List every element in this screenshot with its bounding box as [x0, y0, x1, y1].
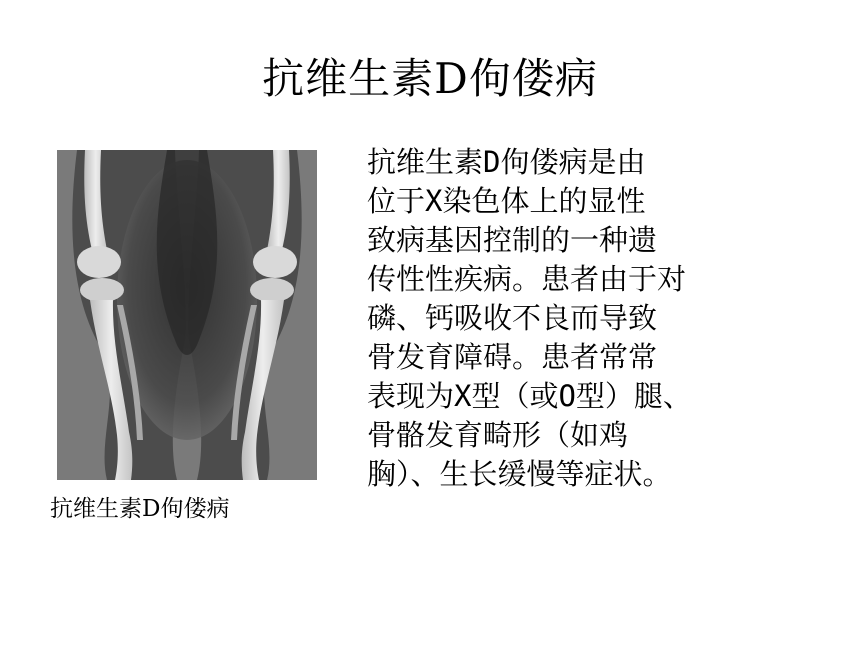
body-line: 胸）、生长缓慢等症状。 — [367, 457, 672, 491]
body-line: 磷、钙吸收不良而导致 — [367, 301, 658, 335]
xray-legs-image — [57, 150, 317, 480]
body-line: 表现为X型（或O型）腿、 — [367, 379, 692, 413]
slide-title: 抗维生素D佝偻病 — [262, 54, 598, 103]
body-line: 抗维生素D佝偻病是由 — [367, 145, 646, 179]
body-line: 骨发育障碍。患者常常 — [367, 340, 658, 374]
body-paragraph — [367, 143, 837, 494]
body-line: 传性性疾病。患者由于对 — [367, 262, 687, 296]
xray-legs-icon — [57, 150, 317, 480]
body-line: 位于X染色体上的显性 — [367, 184, 646, 218]
body-line: 致病基因控制的一种遗 — [367, 223, 658, 257]
body-line: 骨骼发育畸形（如鸡 — [367, 418, 629, 452]
image-caption: 抗维生素D佝偻病 — [50, 496, 230, 522]
